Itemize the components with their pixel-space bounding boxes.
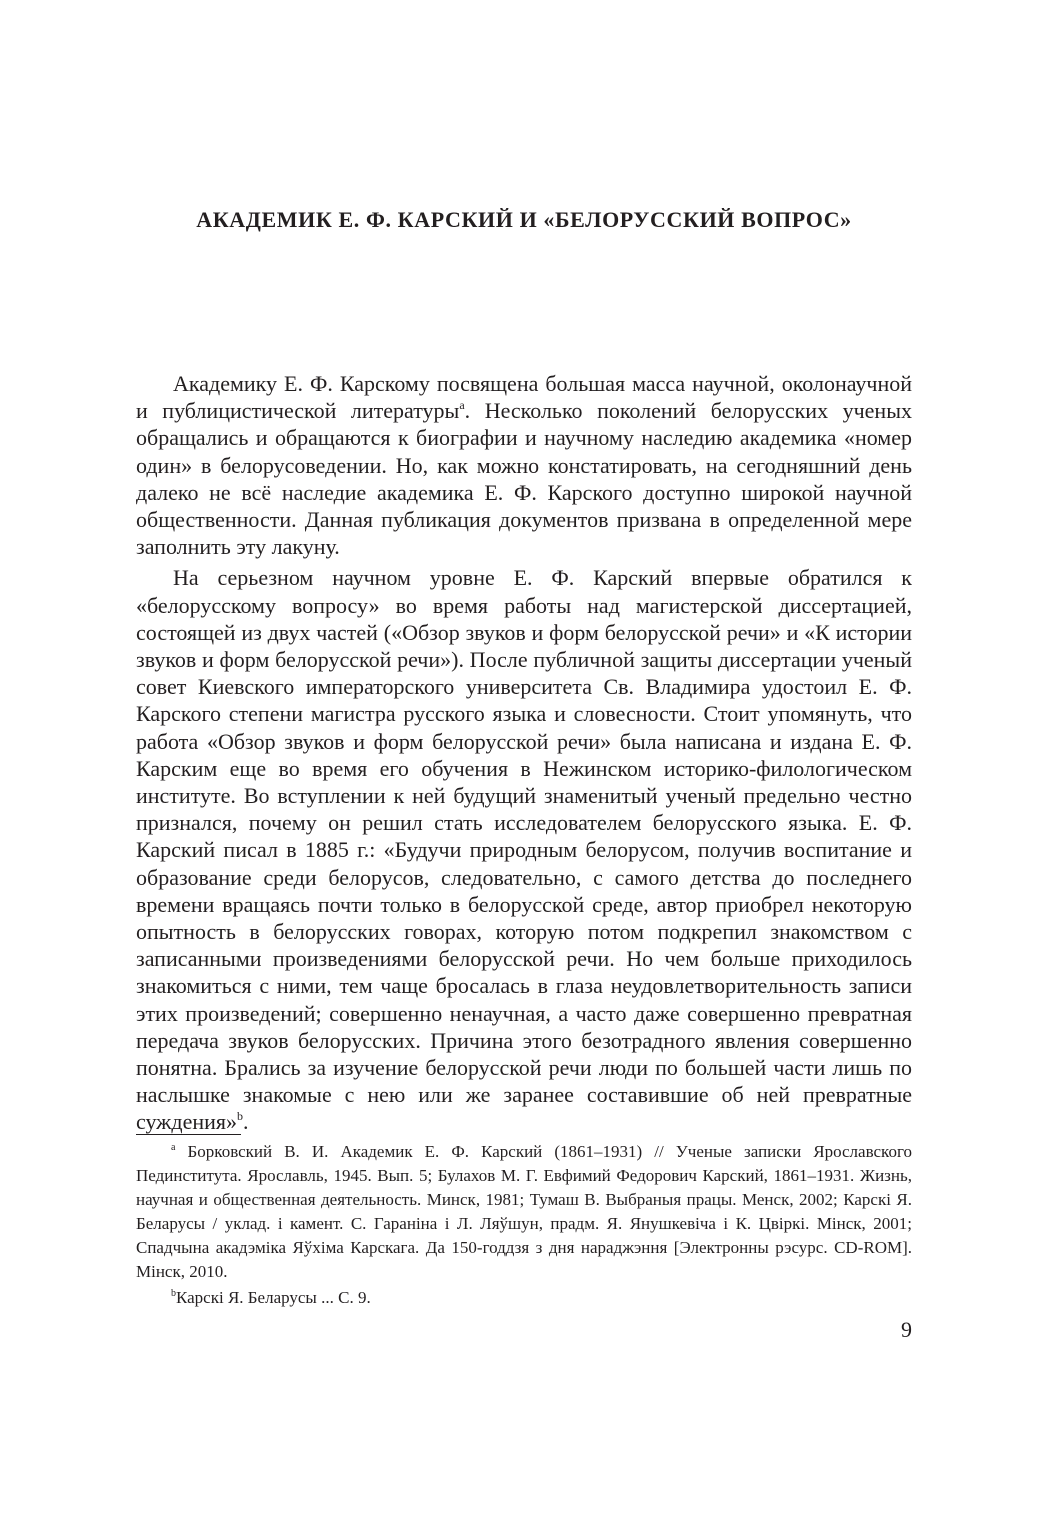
body-paragraph-2 (136, 564, 912, 1135)
paragraph-1-text: Академику Е. Ф. Карскому посвящена большая масса научной, околонаучной и публицистической литературы (136, 371, 912, 424)
footnote-divider (136, 1134, 241, 1135)
article-title: АКАДЕМИК Е. Ф. КАРСКИЙ И «БЕЛОРУССКИЙ ВОПРОС» (196, 207, 852, 232)
footnote-ref-a[interactable]: a (459, 398, 465, 413)
article-body (136, 370, 912, 1136)
paragraph-2-text: На серьезном научном уровне Е. Ф. Карский впервые обратился к «белорусскому вопросу» во время работы над магистерской диссертацией, состоящей из двух частей («Обзор звуков и форм белорусской речи» и «К истории звуков и форм белорусской речи»). После публичной защиты диссертации ученый совет Киевского императорского университета Св. Владимира удостоил Е. Ф. Карского степени магистра русского языка и словесности. Стоит упомянуть, что работа «Обзор звуков и форм белорусской речи» была написана и издана Е. Ф. Карским еще во время его обучения в Нежинском историко-филологическом институте. Во вступлении к ней будущий знаменитый ученый предельно честно признался, почему он решил стать исследователем белорусского языка. Е. Ф. Карский писал в 1885 г.: «Будучи природным белорусом, получив воспитание и образование среди белорусов, следовательно, с самого детства до последнего времени вращаясь почти только в белорусской среде, автор приобрел некоторую опытность в белорусских говорах, которую потом подкрепил знакомством с записанными произведениями белорусской речи. Но чем больше приходилось знакомиться с ними, тем чаще бросалась в глаза неудовлетворительность записи этих произведений; совершенно ненаучная, а часто даже совершенно превратная передача звуков белорусских. Причина этого безотрадного явления совершенно понятна. Брались за изучение белорусской речи люди по большей части лишь по наслышке знакомые с нею или же заранее составившие об ней превратные суждения» (136, 565, 912, 1135)
footnote-ref-b[interactable]: b (237, 1109, 244, 1124)
footnote-a (136, 1140, 912, 1284)
footnote-mark-b: b (171, 1288, 176, 1299)
footnote-a-text: Борковский В. И. Академик Е. Ф. Карский (1861–1931) // Ученые записки Ярославского Пединститута. Ярославль, 1945. Вып. 5; Булахов М. Г. Евфимий Федорович Карский, 1861–1931. Жизнь, научная и общественная деятельность. Минск, 1981; Тумаш В. Выбраныя працы. Менск, 2002; Карскі Я. Беларусы / уклад. і камент. С. Гараніна і Л. Ляўшун, прадм. Я. Янушкевіча і К. Цвіркі. Мінск, 2001; Спадчына акадэміка Яўхіма Карскага. Да 150-годдзя з дня нараджэння [Электронны рэсурс. CD-ROM]. Мінск, 2010. (136, 1142, 912, 1281)
body-paragraph-1 (136, 370, 912, 560)
footnote-b (136, 1286, 912, 1310)
paragraph-1-text-cont: . Несколько поколений белорусских ученых обращались и обращаются к биографии и научному наследию академика «номер один» в белорусоведении. Но, как можно констатировать, на сегодняшний день далеко не всё наследие академика Е. Ф. Карского доступно широкой научной общественности. Данная публикация документов призвана в определенной мере заполнить эту лакуну. (136, 398, 912, 560)
footnotes (136, 1140, 912, 1310)
footnote-b-text: Карскі Я. Беларусы ... С. 9. (176, 1288, 371, 1307)
footnote-mark-a: a (171, 1142, 176, 1153)
page-number: 9 (901, 1317, 912, 1342)
paragraph-2-text-cont: . (243, 1109, 249, 1135)
